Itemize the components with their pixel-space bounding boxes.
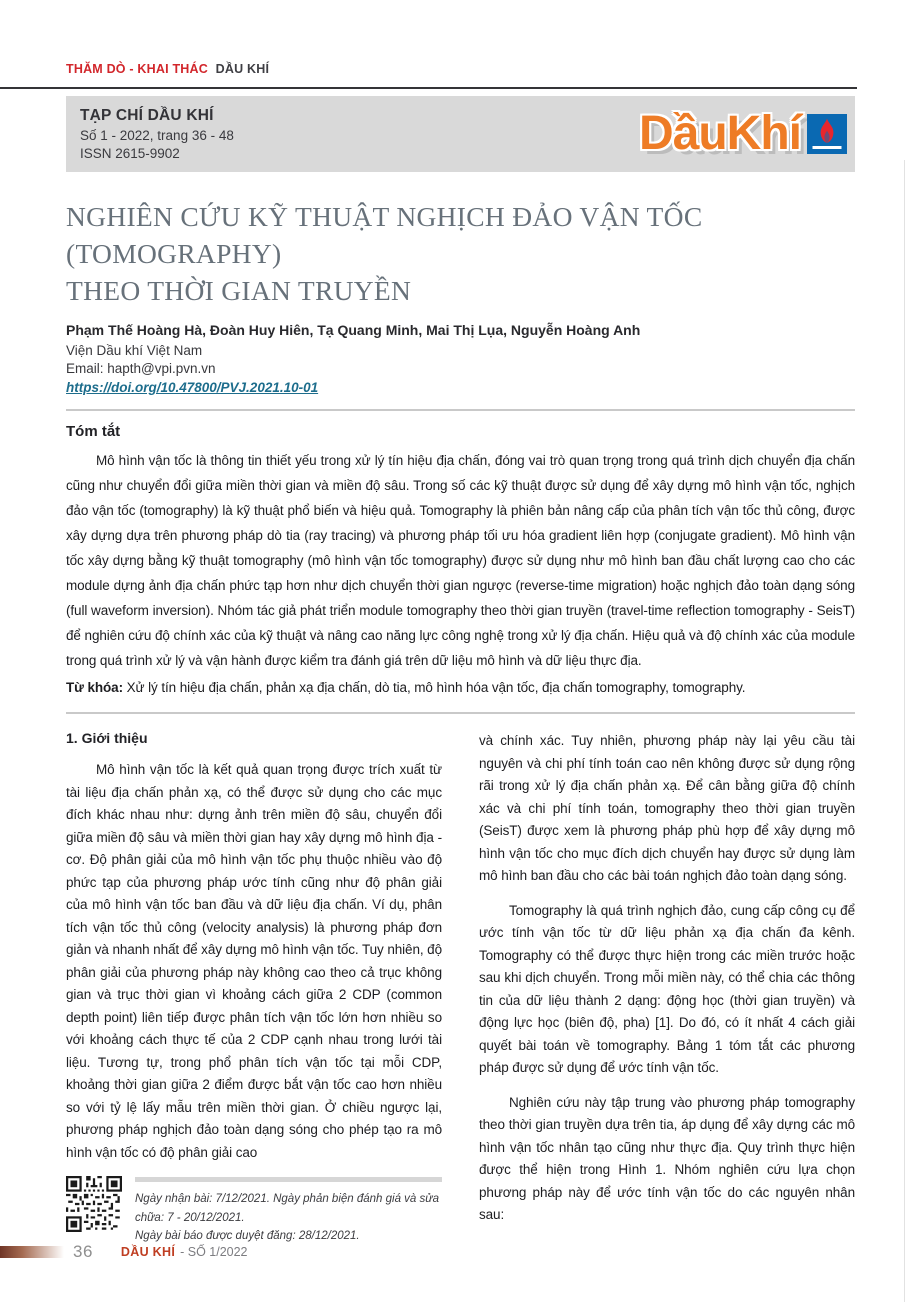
- qr-code: [66, 1176, 122, 1232]
- section-divider-body: [66, 712, 855, 714]
- footer-issue: - SỐ 1/2022: [180, 1245, 248, 1259]
- doi-row: [66, 379, 855, 397]
- right-column-paragraph-3: Nghiên cứu này tập trung vào phương pháp tomography theo thời gian truyền dựa trên tia, áp dụng để xây dựng các mô hình vận tốc nhân tạo cũng như thực địa. Quy trình thực hiện được thể hiện trong Hình 1. Nhóm nghiên cứu lựa chọn phương pháp này để ước tính vận tốc do các nguyên nhân sau:: [479, 1094, 855, 1222]
- article-title: [66, 198, 855, 309]
- journal-info: [80, 107, 234, 161]
- journal-issue-pages: Số 1 - 2022, trang 36 - 48: [80, 128, 234, 143]
- email-line: Email: hapth@vpi.pvn.vn: [66, 361, 216, 376]
- right-column-paragraph-2: Tomography là quá trình nghịch đảo, cung cấp công cụ để ước tính vận tốc từ dữ liệu phản xạ địa chấn đa kênh. Tomography có thể được thực hiện trong các miền trước hoặc sau khi dịch chuyển. Trong mỗi miền này, có thể chia các thông tin của dữ liệu thành 2 dạng: động học (thời gian truyền) và động lực học (biên độ, pha) [1]. Do đó, có ít nhất 4 cách giải quyết bài toán về tomography. Bảng 1 tóm tắt các phương pháp được sử dụng để ước tính vận tốc.: [479, 902, 855, 1075]
- petrovietnam-flame-icon: [807, 114, 847, 154]
- abstract-heading: Tóm tắt: [66, 423, 121, 440]
- left-column-paragraph: Mô hình vận tốc là kết quả quan trọng được trích xuất từ tài liệu địa chấn phản xạ, có thể được sử dụng cho các mục đích khác nhau như: dựng ảnh trên miền độ sâu, chuyển đổi giữa miền độ sâu và miền thời gian hay xây dựng mô hình địa - cơ. Độ phân giải của mô hình vận tốc phụ thuộc nhiều vào độ phức tạp của phương pháp ước tính cũng như độ phân giải của mô hình vận tốc ban đầu và dữ liệu địa chấn. Ví dụ, phân tích vận tốc thủ công (velocity analysis) là phương pháp đơn giản và nhanh nhất để xây dựng mô hình vận tốc. Tuy nhiên, độ phân giải của phương pháp này không cao theo cả trục không gian và trục thời gian vì khoảng cách giữa 2 CDP (common depth point) liên tiếp được phân tích vận tốc lớn hơn nhiều so với khoảng cách thực tế của 2 CDP cạnh nhau trong lưới tài liệu. Tương tự, trong phổ phân tích vận tốc tại mỗi CDP, khoảng thời gian giữa 2 điểm được bắt vận tốc cao hơn nhiều so với tỷ lệ lấy mẫu trên miền thời gian. Ở chiều ngược lại, phương pháp nghịch đảo toàn dạng sóng cho phép tạo ra mô hình vận tốc có độ phân giải cao: [66, 762, 442, 1160]
- right-column: [479, 730, 855, 1246]
- section-heading-introduction: 1. Giới thiệu: [66, 730, 148, 746]
- right-column-paragraph-1: và chính xác. Tuy nhiên, phương pháp này lại yêu cầu tài nguyên và chi phí tính toán cao nên không được sử dụng rộng rãi trong xử lý địa chấn phản xạ. Để cân bằng giữa độ chính xác và chi phí tính toán, tomography theo thời gian truyền (SeisT) được xem là phương pháp phù hợp để xây dựng mô hình vận tốc cho mục đích dịch chuyển hay được sử dụng làm mô hình ban đầu cho các bài toán nghịch đảo toàn dạng sóng.: [479, 733, 855, 883]
- journal-logo: [639, 107, 847, 160]
- journal-header-box: [66, 96, 855, 172]
- category-label-highlight: THĂM DÒ - KHAI THÁC: [66, 62, 208, 76]
- category-label-rest: DẦU KHÍ: [215, 62, 270, 76]
- body-columns: [66, 730, 855, 1246]
- abstract-body: Mô hình vận tốc là thông tin thiết yếu trong xử lý tín hiệu địa chấn, đóng vai trò quan trọng trong quá trình dịch chuyển địa chấn cũng như chuyển đổi giữa miền thời gian và miền độ sâu. Trong số các kỹ thuật được sử dụng để xây dựng mô hình vận tốc, nghịch đảo vận tốc (tomography) là kỹ thuật phổ biến và hiệu quả. Tomography là phiên bản nâng cấp của phân tích vận tốc thủ công, được xây dựng dựa trên phương pháp dò tia (ray tracing) và phương pháp tối ưu hóa gradient liên hợp (conjugate gradient). Mô hình vận tốc xây dựng bằng kỹ thuật tomography (mô hình vận tốc tomography) được sử dụng như mô hình ban đầu chất lượng cao cho các module dựng ảnh địa chấn phức tạp hơn như dịch chuyển thời gian ngược (reverse-time migration) hoặc nghịch đảo toàn dạng sóng (full waveform inversion). Nhóm tác giả phát triển module tomography theo thời gian truyền (travel-time reflection tomography - SeisT) để nghiên cứu độ chính xác của kỹ thuật và nâng cao năng lực công nghệ trong xử lý địa chấn. Hiệu quả và độ chính xác của module trong quá trình xử lý và vận hành được kiểm tra đánh giá trên dữ liệu mô hình và dữ liệu thực địa.: [66, 453, 855, 668]
- submission-dates: [135, 1176, 442, 1246]
- date-line-1: Ngày nhận bài: 7/12/2021. Ngày phản biện đánh giá và sửa chữa: 7 - 20/12/2021.: [135, 1193, 439, 1224]
- doi-link[interactable]: https://doi.org/10.47800/PVJ.2021.10-01: [66, 380, 319, 395]
- footer-accent-bar: [0, 1246, 64, 1258]
- left-column: [66, 730, 442, 1246]
- affiliation: Viện Dầu khí Việt Nam: [66, 343, 203, 358]
- keywords-line: [66, 675, 855, 700]
- section-divider-top: [66, 409, 855, 411]
- page-number: 36: [73, 1242, 93, 1261]
- journal-name: TẠP CHÍ DẦU KHÍ: [80, 107, 214, 124]
- journal-issn: ISSN 2615-9902: [80, 146, 180, 161]
- date-line-2: Ngày bài báo được duyệt đăng: 28/12/2021.: [135, 1230, 360, 1242]
- article-title-line-1: NGHIÊN CỨU KỸ THUẬT NGHỊCH ĐẢO VẬN TỐC (TOMOGRAPHY): [66, 201, 703, 269]
- header-rule: [0, 87, 857, 89]
- authors: Phạm Thế Hoàng Hà, Đoàn Huy Hiên, Tạ Quang Minh, Mai Thị Lụa, Nguyễn Hoàng Anh: [66, 322, 641, 338]
- article-title-line-2: THEO THỜI GIAN TRUYỀN: [66, 275, 412, 306]
- category-label: [66, 62, 855, 76]
- keywords-label: Từ khóa:: [66, 680, 123, 695]
- dates-divider: [135, 1177, 442, 1182]
- page-edge-line: [904, 160, 905, 1302]
- keywords-text: Xử lý tín hiệu địa chấn, phản xạ địa chấn, dò tia, mô hình hóa vận tốc, địa chấn tomography, tomography.: [126, 680, 746, 695]
- page-footer: [0, 1242, 248, 1262]
- footer-journal-name: DẦU KHÍ: [120, 1245, 176, 1259]
- journal-logo-text: DầuKhí: [639, 107, 801, 160]
- qr-dates-block: [66, 1176, 442, 1246]
